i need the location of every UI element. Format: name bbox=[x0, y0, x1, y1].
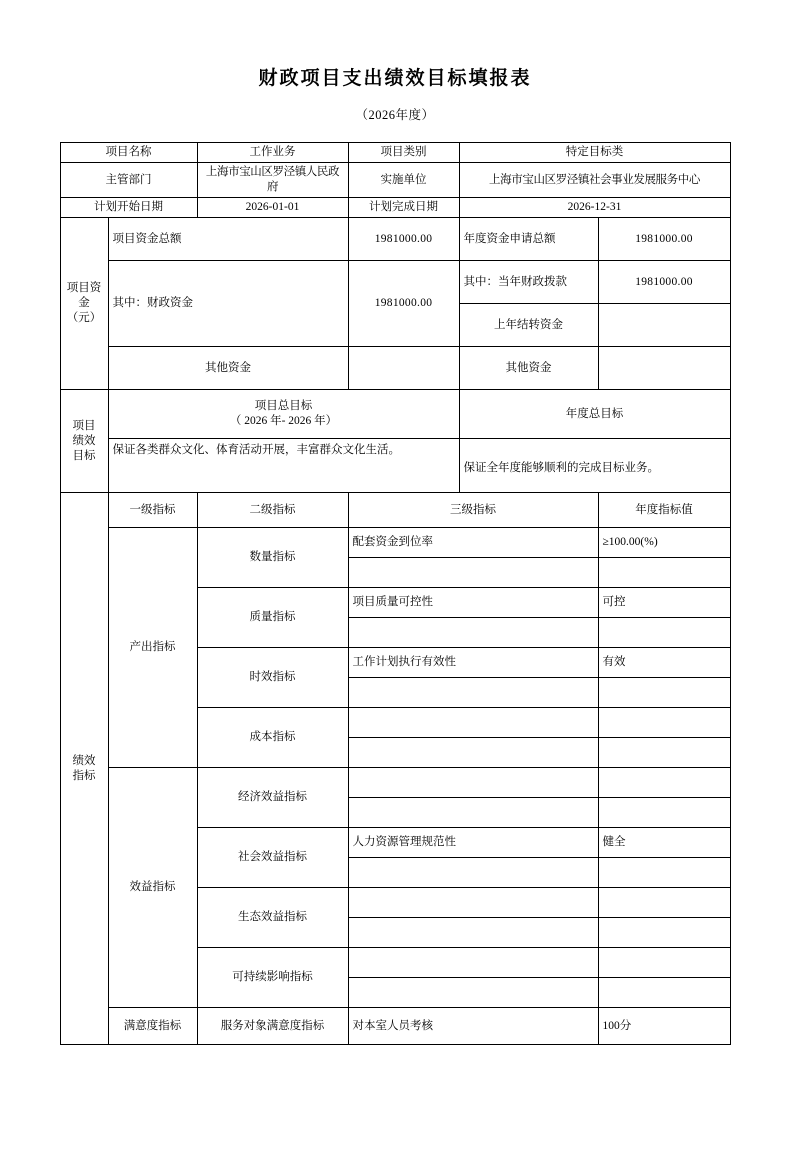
performance-goals-side-label-line2: 绩效 bbox=[72, 434, 96, 447]
indicator-level2: 数量指标 bbox=[197, 528, 348, 588]
carryover-value bbox=[598, 304, 730, 347]
indicator-annual-value bbox=[598, 768, 730, 798]
indicator-annual-value-blank bbox=[598, 618, 730, 648]
annual-apply-value: 1981000.00 bbox=[598, 218, 730, 261]
indicator-annual-value-blank bbox=[598, 978, 730, 1008]
indicator-level1-output: 产出指标 bbox=[108, 528, 197, 768]
indicator-level2: 社会效益指标 bbox=[197, 828, 348, 888]
indicator-annual-value: 健全 bbox=[598, 828, 730, 858]
start-date-label: 计划开始日期 bbox=[60, 198, 197, 218]
other-funds-right-label: 其他资金 bbox=[459, 347, 598, 390]
project-category-value: 特定目标类 bbox=[459, 143, 730, 163]
indicator-header-annual-value: 年度指标值 bbox=[598, 493, 730, 528]
performance-goal-form bbox=[60, 142, 731, 1045]
table-row-other-funds bbox=[60, 347, 730, 390]
satisfaction-level3: 对本室人员考核 bbox=[348, 1008, 598, 1045]
indicator-annual-value-blank bbox=[598, 798, 730, 828]
indicator-level3: 配套资金到位率 bbox=[348, 528, 598, 558]
table-row-project-name bbox=[60, 143, 730, 163]
indicator-level2: 可持续影响指标 bbox=[197, 948, 348, 1008]
indicator-annual-value-blank bbox=[598, 858, 730, 888]
indicator-header-level3: 三级指标 bbox=[348, 493, 598, 528]
project-total-goal-header bbox=[108, 390, 459, 439]
supervisor-value: 上海市宝山区罗泾镇人民政府 bbox=[197, 163, 348, 198]
annual-total-goal-text: 保证全年度能够顺利的完成目标业务。 bbox=[459, 439, 730, 493]
funds-section-label bbox=[60, 218, 108, 390]
indicator-level3: 人力资源管理规范性 bbox=[348, 828, 598, 858]
indicator-level1-benefit: 效益指标 bbox=[108, 768, 197, 1008]
table-row-goal-headers bbox=[60, 390, 730, 439]
indicator-annual-value-blank bbox=[598, 738, 730, 768]
indicator-annual-value: 有效 bbox=[598, 648, 730, 678]
table-row-indicator-headers bbox=[60, 493, 730, 528]
indicator-annual-value-blank bbox=[598, 558, 730, 588]
total-funds-label: 项目资金总额 bbox=[108, 218, 348, 261]
indicator-level2: 时效指标 bbox=[197, 648, 348, 708]
indicator-level3 bbox=[348, 708, 598, 738]
indicator-level3-blank bbox=[348, 558, 598, 588]
table-row-goal-texts bbox=[60, 439, 730, 493]
project-name-label: 项目名称 bbox=[60, 143, 197, 163]
total-funds-value: 1981000.00 bbox=[348, 218, 459, 261]
implementing-unit-label: 实施单位 bbox=[348, 163, 459, 198]
performance-goals-side-label bbox=[60, 390, 108, 493]
indicator-level3: 工作计划执行有效性 bbox=[348, 648, 598, 678]
indicator-annual-value-blank bbox=[598, 678, 730, 708]
table-row-supervisor bbox=[60, 163, 730, 198]
indicator-level3 bbox=[348, 888, 598, 918]
funds-section-label-line2: （元） bbox=[66, 312, 102, 324]
indicator-level3-blank bbox=[348, 678, 598, 708]
fiscal-funds-value: 1981000.00 bbox=[348, 261, 459, 347]
supervisor-label: 主管部门 bbox=[60, 163, 197, 198]
indicator-annual-value: 可控 bbox=[598, 588, 730, 618]
start-date-value: 2026-01-01 bbox=[197, 198, 348, 218]
indicator-level3-blank bbox=[348, 978, 598, 1008]
table-row-indicator bbox=[60, 768, 730, 798]
satisfaction-annual-value: 100分 bbox=[598, 1008, 730, 1045]
indicator-header-level2: 二级指标 bbox=[197, 493, 348, 528]
other-funds-left-label: 其他资金 bbox=[108, 347, 348, 390]
indicator-level3 bbox=[348, 948, 598, 978]
project-total-goal-header-line2: （ 2026 年- 2026 年） bbox=[229, 415, 338, 427]
table-row-indicator bbox=[60, 528, 730, 558]
current-year-appropriation-label: 其中：当年财政拨款 bbox=[459, 261, 598, 304]
satisfaction-level1: 满意度指标 bbox=[108, 1008, 197, 1045]
funds-section-label-line1: 项目资金 bbox=[66, 282, 102, 309]
carryover-label: 上年结转资金 bbox=[459, 304, 598, 347]
performance-goals-side-label-line3: 目标 bbox=[72, 449, 96, 462]
indicator-level3 bbox=[348, 768, 598, 798]
implementing-unit-value: 上海市宝山区罗泾镇社会事业发展服务中心 bbox=[459, 163, 730, 198]
current-year-appropriation-value: 1981000.00 bbox=[598, 261, 730, 304]
performance-goals-side-label-line1: 项目 bbox=[72, 419, 96, 432]
document-page bbox=[0, 66, 790, 1155]
indicator-level3-blank bbox=[348, 858, 598, 888]
indicator-level3-blank bbox=[348, 918, 598, 948]
indicator-level3-blank bbox=[348, 798, 598, 828]
table-row-satisfaction bbox=[60, 1008, 730, 1045]
table-row-fiscal-funds bbox=[60, 261, 730, 304]
page-subtitle: （2026年度） bbox=[355, 108, 435, 122]
other-funds-left-value bbox=[348, 347, 459, 390]
indicator-annual-value bbox=[598, 948, 730, 978]
indicator-header-level1: 一级指标 bbox=[108, 493, 197, 528]
project-category-label: 项目类别 bbox=[348, 143, 459, 163]
other-funds-right-value bbox=[598, 347, 730, 390]
indicator-level2: 成本指标 bbox=[197, 708, 348, 768]
page-title: 财政项目支出绩效目标填报表 bbox=[258, 68, 532, 89]
table-row-total-funds bbox=[60, 218, 730, 261]
indicator-annual-value: ≥100.00(%) bbox=[598, 528, 730, 558]
indicator-level2: 生态效益指标 bbox=[197, 888, 348, 948]
indicator-annual-value-blank bbox=[598, 918, 730, 948]
table-row-dates bbox=[60, 198, 730, 218]
indicator-level3: 项目质量可控性 bbox=[348, 588, 598, 618]
project-name-value: 工作业务 bbox=[197, 143, 348, 163]
fiscal-funds-label: 其中：财政资金 bbox=[108, 261, 348, 347]
annual-total-goal-header: 年度总目标 bbox=[459, 390, 730, 439]
indicator-annual-value bbox=[598, 888, 730, 918]
indicator-level2: 经济效益指标 bbox=[197, 768, 348, 828]
end-date-value: 2026-12-31 bbox=[459, 198, 730, 218]
end-date-label: 计划完成日期 bbox=[348, 198, 459, 218]
annual-apply-label: 年度资金申请总额 bbox=[459, 218, 598, 261]
indicators-side-label-line2: 指标 bbox=[72, 769, 96, 782]
indicators-side-label bbox=[60, 493, 108, 1045]
project-total-goal-text: 保证各类群众文化、体育活动开展，丰富群众文化生活。 bbox=[108, 439, 459, 493]
indicators-side-label-line1: 绩效 bbox=[72, 754, 96, 767]
indicator-annual-value bbox=[598, 708, 730, 738]
indicator-level2: 质量指标 bbox=[197, 588, 348, 648]
indicator-level3-blank bbox=[348, 618, 598, 648]
indicator-level3-blank bbox=[348, 738, 598, 768]
project-total-goal-header-line1: 项目总目标 bbox=[254, 400, 313, 412]
satisfaction-level2: 服务对象满意度指标 bbox=[197, 1008, 348, 1045]
